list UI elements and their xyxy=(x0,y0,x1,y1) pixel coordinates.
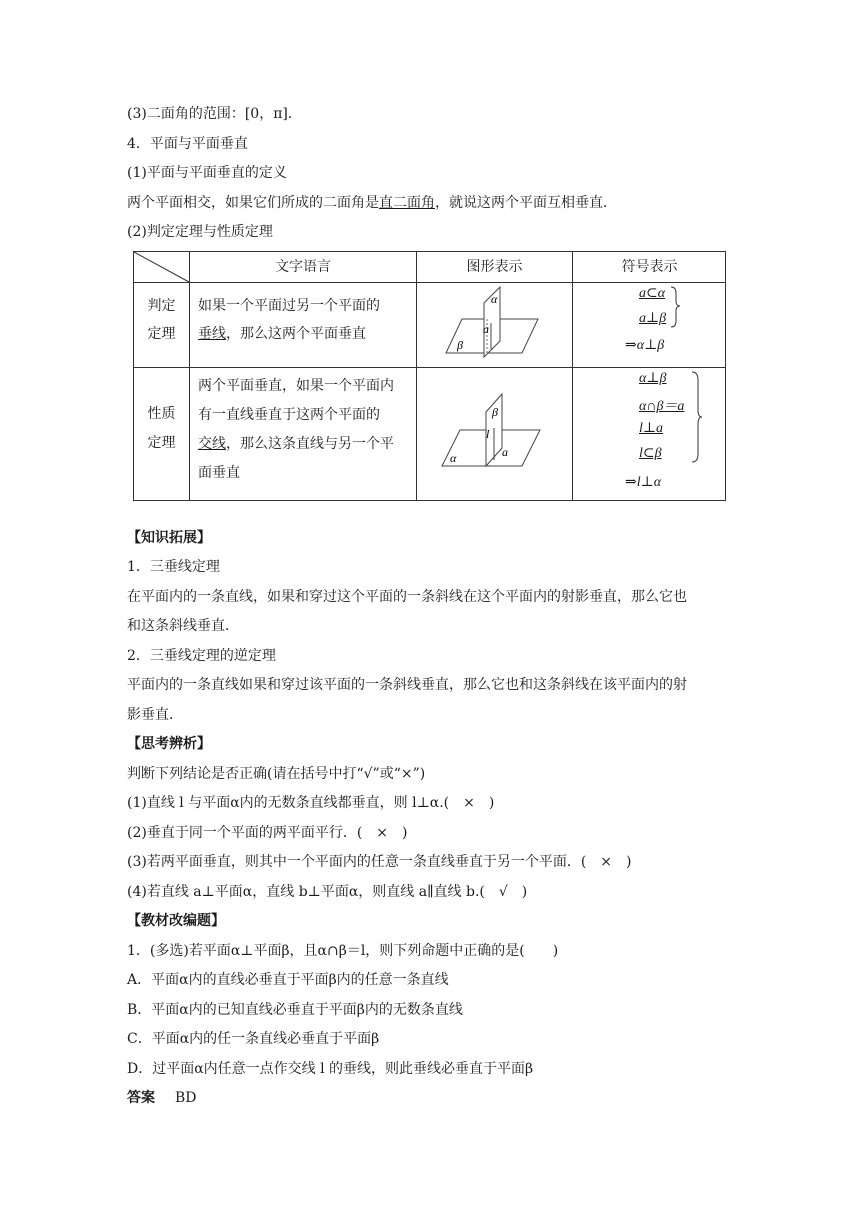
textbook-question: 1．(多选)若平面α⊥平面β，且α∩β＝l，则下列命题中正确的是( ) xyxy=(127,943,559,959)
row1-sym1: a⊂α xyxy=(639,286,666,301)
subheading-definition: (1)平面与平面垂直的定义 xyxy=(127,165,287,181)
subheading-theorems: (2)判定定理与性质定理 xyxy=(127,224,273,240)
header-symbol: 符号表示 xyxy=(621,259,678,275)
definition-term: 直二面角 xyxy=(379,195,435,211)
row2-figure xyxy=(434,390,559,470)
textbook-title: 【教材改编题】 xyxy=(127,913,225,929)
extension-item2-text1: 平面内的一条直线如果和穿过该平面的一条斜线垂直，那么它也和这条斜线在该平面内的射 xyxy=(127,677,687,693)
extension-item2: 2．三垂线定理的逆定理 xyxy=(127,648,276,664)
row2-text4: 面垂直 xyxy=(198,465,240,481)
definition-text xyxy=(127,193,617,213)
row2-text2: 有一直线垂直于这两个平面的 xyxy=(198,407,380,423)
row2-fig-beta: β xyxy=(492,405,498,419)
row2-term: 交线 xyxy=(198,436,226,452)
row2-fig-a: a xyxy=(502,445,508,459)
option-d: D．过平面α内任意一点作交线 l 的垂线，则此垂线必垂直于平面β xyxy=(127,1061,534,1077)
option-c: C．平面α内的任一条直线必垂直于平面β xyxy=(127,1031,380,1047)
row1-figure xyxy=(434,285,559,365)
row2-sym3: l⊥a xyxy=(639,421,664,436)
row1-fig-beta: β xyxy=(457,338,463,352)
header-diagonal xyxy=(134,252,190,283)
think-q4: (4)若直线 a⊥平面α，直线 b⊥平面α，则直线 a∥直线 b.( √ ) xyxy=(127,884,528,900)
theorem-table xyxy=(133,251,726,501)
row1-text-a: 如果一个平面过另一个平面的 xyxy=(198,298,380,314)
row2-sym2: α∩β＝a xyxy=(639,399,685,414)
row1-fig-a: a xyxy=(483,322,489,336)
answer-line xyxy=(127,1088,197,1108)
definition-post: ，就说这两个平面互相垂直． xyxy=(435,195,617,211)
think-q3: (3)若两平面垂直，则其中一个平面内的任意一条直线垂直于另一个平面．( × ) xyxy=(127,854,632,870)
row1-sym2: a⊥β xyxy=(639,311,667,326)
definition-pre: 两个平面相交，如果它们所成的二面角是 xyxy=(127,195,379,211)
row2-text3 xyxy=(198,434,394,454)
think-instruction: 判断下列结论是否正确(请在括号中打“√”或“×”) xyxy=(127,766,426,782)
row1-brace xyxy=(669,285,681,329)
row1-sym3: ⇒α⊥β xyxy=(625,338,665,353)
row1-text-b xyxy=(198,324,366,344)
header-text-language: 文字语言 xyxy=(275,259,331,275)
row2-fig-l: l xyxy=(486,427,490,441)
row2-label-b: 定理 xyxy=(147,435,176,451)
row2-label-a: 性质 xyxy=(147,406,176,422)
row2-fig-alpha: α xyxy=(450,451,457,465)
row1-fig-alpha: α xyxy=(491,292,498,306)
row2-text3-rest: ，那么这条直线与另一个平 xyxy=(226,436,394,452)
row1-label-b: 定理 xyxy=(147,326,176,342)
option-b: B．平面α内的已知直线必垂直于平面β内的无数条直线 xyxy=(127,1002,463,1018)
row1-label-a: 判定 xyxy=(147,298,176,314)
think-title: 【思考辨析】 xyxy=(127,736,211,752)
extension-item2-text2: 影垂直． xyxy=(127,707,183,723)
range-line: (3)二面角的范围：[0，π]． xyxy=(127,106,302,122)
row2-brace xyxy=(690,370,704,464)
extension-item1-text2: 和这条斜线垂直． xyxy=(127,618,239,634)
row2-sym1: α⊥β xyxy=(639,371,667,386)
extension-item1-text1: 在平面内的一条直线，如果和穿过这个平面的一条斜线在这个平面内的射影垂直，那么它也 xyxy=(127,589,687,605)
row2-sym4: l⊂β xyxy=(639,446,662,461)
row1-text-rest: ，那么这两个平面垂直 xyxy=(226,326,366,342)
think-q2: (2)垂直于同一个平面的两平面平行．( × ) xyxy=(127,825,408,841)
header-figure: 图形表示 xyxy=(466,259,523,275)
answer-label: 答案 xyxy=(127,1090,155,1106)
row2-text1: 两个平面垂直，如果一个平面内 xyxy=(198,378,394,394)
extension-title: 【知识拓展】 xyxy=(127,530,211,546)
answer-value: BD xyxy=(175,1090,197,1106)
row1-term: 垂线 xyxy=(198,326,226,342)
section-heading: 4．平面与平面垂直 xyxy=(127,136,248,152)
extension-item1: 1．三垂线定理 xyxy=(127,559,220,575)
think-q1: (1)直线 l 与平面α内的无数条直线都垂直，则 l⊥α.( × ) xyxy=(127,795,495,811)
row2-sym5: ⇒l⊥α xyxy=(625,475,662,490)
option-a: A．平面α内的直线必垂直于平面β内的任意一条直线 xyxy=(127,972,449,988)
